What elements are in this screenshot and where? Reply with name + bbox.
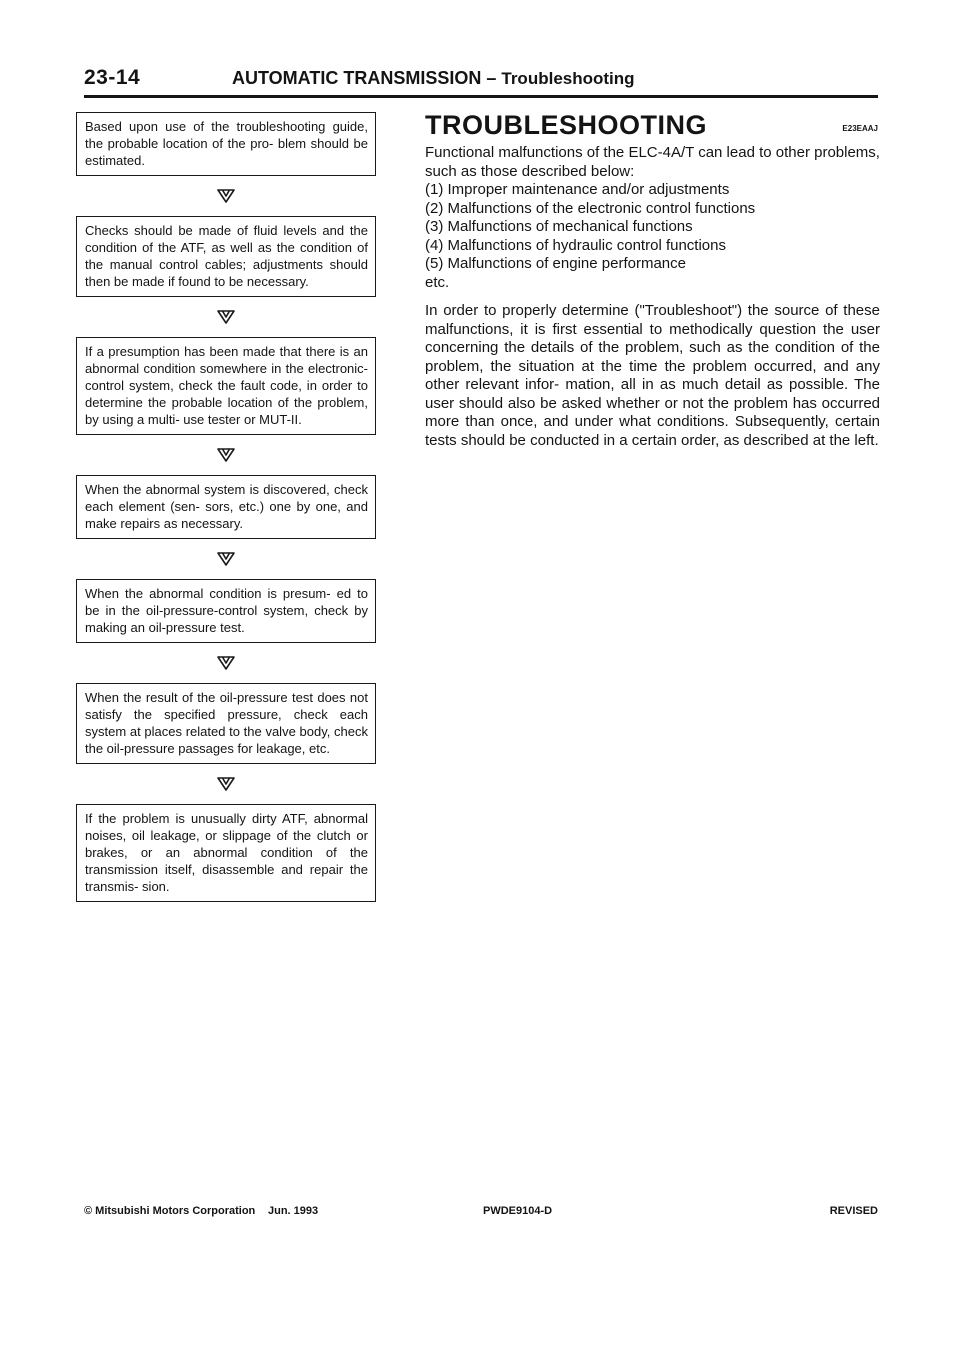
chapter-title [232, 68, 635, 89]
flow-step-7: If the problem is unusually dirty ATF, abnormal noises, oil leakage, or slippage of the clutch or brakes, or an abnormal condition of the transmission itself, disassemble and repair the transmis- sion. [76, 804, 376, 902]
list-item: (4) Malfunctions of hydraulic control functions [425, 236, 726, 254]
flow-step-5: When the abnormal condition is presum- ed to be in the oil-pressure-control system, check by making an oil-pressure test. [76, 579, 376, 643]
copyright: © Mitsubishi Motors Corporation [84, 1205, 256, 1217]
section-body [425, 144, 880, 450]
down-arrow-icon [76, 539, 376, 579]
document-code: PWDE9104-D [483, 1205, 553, 1217]
list-item: (5) Malfunctions of engine performance [425, 255, 686, 272]
list-item: (1) Improper maintenance and/or adjustments [425, 181, 730, 198]
flow-step-2: Checks should be made of fluid levels and the condition of the ATF, as well as the condition of the manual control cables; adjustments should then be made if found to be necessary. [76, 216, 376, 297]
down-arrow-icon [76, 764, 376, 804]
down-arrow-icon [76, 176, 376, 216]
flow-step-3: If a presumption has been made that there is an abnormal condition somewhere in the electronic-control system, check the fault code, in order to determine the probable location of the problem, by using a multi- use tester or MUT-II. [76, 337, 376, 435]
flow-step-1: Based upon use of the troubleshooting guide, the probable location of the pro- blem should be estimated. [76, 112, 376, 176]
down-arrow-icon [76, 435, 376, 475]
page-number: 23-14 [84, 66, 141, 89]
title-separator: – [486, 68, 497, 88]
page-footer [84, 1205, 878, 1219]
chapter-name: AUTOMATIC TRANSMISSION [232, 68, 482, 88]
page-header [84, 66, 878, 96]
down-arrow-icon [76, 643, 376, 683]
revision-status: REVISED [829, 1205, 878, 1217]
flow-step-6: When the result of the oil-pressure test does not satisfy the specified pressure, check each system at places related to the valve body, check the oil-pressure passages for leakage, etc. [76, 683, 376, 764]
list-item: (2) Malfunctions of the electronic control functions [425, 199, 756, 217]
down-arrow-icon [76, 297, 376, 337]
troubleshooting-flowchart [76, 112, 376, 902]
troubleshooting-section [425, 110, 880, 450]
header-divider [84, 95, 878, 98]
flow-step-4: When the abnormal system is discovered, check each element (sen- sors, etc.) one by one, and make repairs as necessary. [76, 475, 376, 539]
etc-text: etc. [425, 273, 450, 291]
section-title: TROUBLESHOOTING [425, 110, 707, 140]
publication-date: Jun. 1993 [268, 1205, 319, 1217]
malfunction-list [425, 181, 880, 274]
chapter-subtitle: Troubleshooting [501, 69, 635, 88]
section-code: E23EAAJ [842, 124, 878, 133]
procedure-paragraph: In order to properly determine ("Troubleshoot") the source of these malfunctions, it is first essential to methodically question the user concerning the details of the problem, such as the condition of the problem, the situation at the time the problem occurred, and any other relevant infor- mation, all in as much detail as possible. The user should also be asked whether or not the problem has occurred more than once, and under what conditions. Subsequently, certain tests should be conducted in a certain order, as described at the left. [425, 302, 880, 449]
section-heading [425, 110, 880, 144]
list-item: (3) Malfunctions of mechanical functions [425, 218, 693, 235]
intro-paragraph: Functional malfunctions of the ELC-4A/T can lead to other problems, such as those described below: [425, 144, 880, 180]
